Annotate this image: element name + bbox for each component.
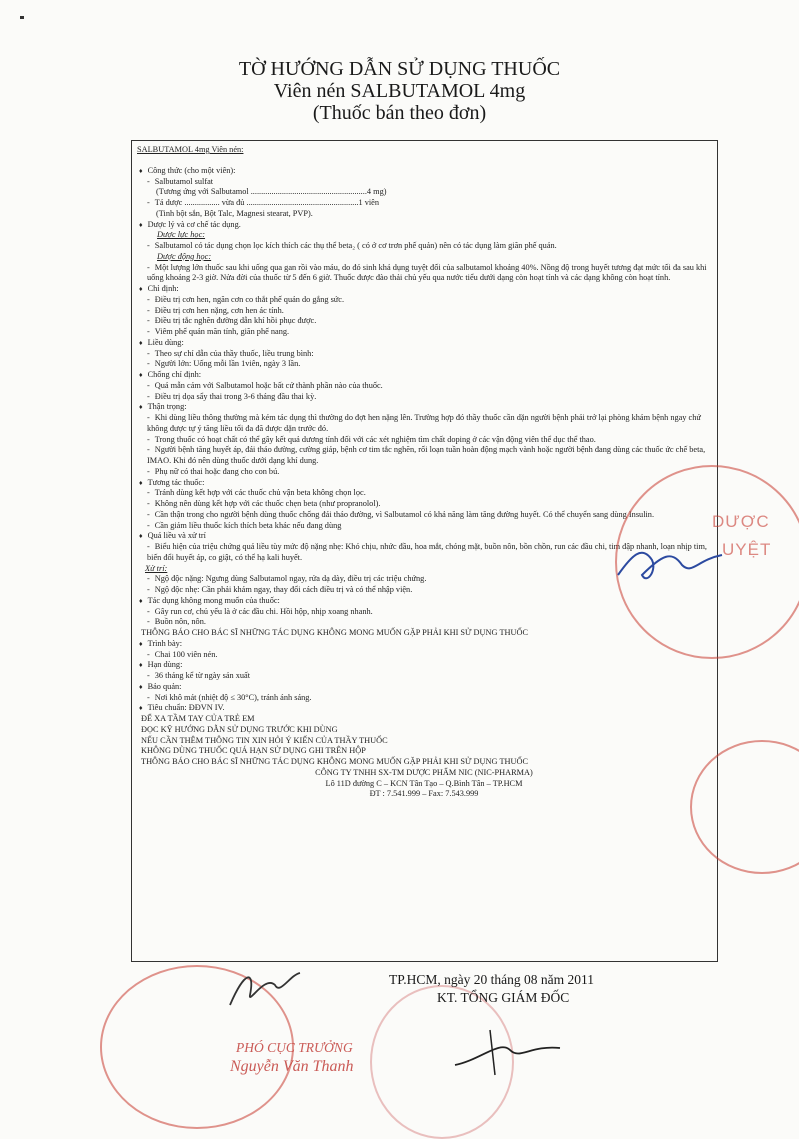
speck-mark: [20, 16, 24, 19]
warning-line: KHÔNG DÙNG THUỐC QUÁ HẠN SỬ DỤNG GHI TRÊN HỘP: [141, 746, 366, 756]
section-side-effects: ♦ Tác dụng không mong muốn của thuốc:: [137, 596, 711, 607]
list-item: - Phụ nữ có thai hoặc đang cho con bú.: [137, 467, 711, 478]
director-signature: [450, 1020, 570, 1080]
product-heading: SALBUTAMOL 4mg Viên nén:: [137, 145, 244, 154]
formula-line: (Tinh bột sắn, Bột Talc, Magnesi stearat, PVP).: [156, 208, 313, 218]
stamp-text: UYỆT: [722, 540, 772, 559]
prescription-note: (Thuốc bán theo đơn): [312, 102, 487, 124]
list-item: - Viêm phế quản mãn tính, giãn phế nang.: [137, 327, 711, 338]
section-overdose: ♦ Quá liều và xử trí: [137, 531, 711, 542]
warning-line: ĐỌC KỸ HƯỚNG DẪN SỬ DỤNG TRƯỚC KHI DÙNG: [141, 724, 338, 734]
list-item: - Cần thận trong cho người bệnh dùng thuốc chống đái tháo đường, vì Salbutamol có khả năng làm tăng đường huyết. Có thể chuyển sang dùng Insulin.: [137, 510, 711, 521]
section-formula: ♦ Công thức (cho một viên):: [137, 166, 711, 177]
list-item: - Khi dùng liều thông thường mà kém tác dụng thì thường do đợt hen nặng lên. Trường hợp đó thầy thuốc cần dặn người bệnh phải trở lại phòng khám bệnh ngay chứ không được tự ý tăng liều tối đa đã được dặn trước đó.: [137, 413, 711, 435]
section-contraindications: ♦ Chống chỉ định:: [137, 370, 711, 381]
subsection-pharmacodynamics: Dược lực học:: [157, 230, 206, 240]
list-item: - Tránh dùng kết hợp với các thuốc chủ vận beta không chọn lọc.: [137, 488, 711, 499]
section-dosage: ♦ Liều dùng:: [137, 338, 711, 349]
list-item: - Người bệnh tăng huyết áp, đái tháo đường, cường giáp, bệnh cơ tim tắc nghẽn, rối loạn tuần hoàn động mạch vành hoặc người bệnh đang dùng các thuốc ức chế beta, IMAO. Khi đó nên dùng thuốc dưới dạng khí dung.: [137, 445, 711, 467]
list-item: - Chai 100 viên nén.: [137, 650, 711, 661]
list-item: - Gây run cơ, chủ yếu là ở các đầu chi. Hồi hộp, nhịp xoang nhanh.: [137, 607, 711, 618]
section-indications: ♦ Chỉ định:: [137, 284, 711, 295]
list-item: - Biểu hiện của triệu chứng quá liều tùy mức độ nặng nhẹ: Khó chịu, nhức đầu, hoa mắt, chóng mặt, buồn nôn, bồn chồn, run các đầu chi, tim đập nhanh, loạn nhịp tim, biến đổi huyết áp, co giật, có thể hạ kali huyết.: [137, 542, 711, 564]
list-item: - Ngộ độc nhẹ: Cần phải khám ngay, thay đổi cách điều trị và có thể nhập viện.: [137, 585, 711, 596]
list-item: - Người lớn: Uống mỗi lần 1viên, ngày 3 lần.: [137, 359, 711, 370]
list-item: - Quá mẫn cảm với Salbutamol hoặc bất cứ thành phần nào của thuốc.: [137, 381, 711, 392]
list-item: - Theo sự chỉ dẫn của thầy thuốc, liều trung bình:: [137, 349, 711, 360]
formula-line: - Salbutamol sulfat: [137, 177, 711, 188]
subsection-treatment: Xử trí:: [145, 563, 168, 573]
section-precautions: ♦ Thận trọng:: [137, 402, 711, 413]
list-item: - 36 tháng kể từ ngày sản xuất: [137, 671, 711, 682]
signer-name: Nguyễn Văn Thanh: [230, 1058, 354, 1075]
section-standard: ♦ Tiêu chuẩn: ĐĐVN IV.: [137, 703, 711, 714]
list-item: - Cần giảm liều thuốc kích thích beta khác nếu đang dùng: [137, 521, 711, 532]
list-item: - Điều trị cơn hen nặng, cơn hen ác tính.: [137, 306, 711, 317]
warning-line: NẾU CẦN THÊM THÔNG TIN XIN HỎI Ý KIẾN CỦA THẦY THUỐC: [141, 735, 388, 745]
list-item: - Buồn nôn, nôn.: [137, 617, 711, 628]
notice-line: THÔNG BÁO CHO BÁC SĨ NHỮNG TÁC DỤNG KHÔNG MONG MUỐN GẶP PHẢI KHI SỬ DỤNG THUỐC: [141, 628, 529, 637]
warning-line: THÔNG BÁO CHO BÁC SĨ NHỮNG TÁC DỤNG KHÔNG MONG MUỐN GẶP PHẢI KHI SỬ DỤNG THUỐC: [141, 757, 529, 766]
formula-line: - Tá dược ................. vừa đủ ......................................................1 viên: [137, 198, 711, 209]
director-title: KT. TỔNG GIÁM ĐỐC: [437, 990, 570, 1005]
section-expiry: ♦ Hạn dùng:: [137, 660, 711, 671]
pharmacokinetics-text: - Một lượng lớn thuốc sau khi uống qua gan rồi vào máu, do đó sinh khả dụng tuyệt đối của salbutamol khoảng 40%. Nồng độ trong huyết tương đạt mức tối đa sau khi uống khoảng 2-3 giờ. Nửa đời của thuốc từ 5 đến 6 giờ. Thuốc được đào thải chủ yếu qua nước tiểu dưới dạng còn hoạt tính và các dạng không còn hoạt tính.: [137, 263, 711, 285]
list-item: - Trong thuốc có hoạt chất có thể gây kết quả dương tính đối với các xét nghiệm tìm chất doping ở các vận động viên thể dục thể thao.: [137, 435, 711, 446]
pharmacodynamics-text: - Salbutamol có tác dụng chọn lọc kích thích các thụ thể beta₂ ( có ở cơ trơn phế quản) nên có tác dụng làm giãn phế quản.: [137, 241, 711, 252]
signing-date: TP.HCM, ngày 20 tháng 08 năm 2011: [389, 972, 594, 987]
section-pharmacology: ♦ Dược lý và cơ chế tác dụng.: [137, 220, 711, 231]
list-item: - Không nên dùng kết hợp với các thuốc chẹn beta (như propranolol).: [137, 499, 711, 510]
deputy-title: PHÓ CỤC TRƯỞNG: [236, 1040, 353, 1055]
section-storage: ♦ Bảo quản:: [137, 682, 711, 693]
section-interactions: ♦ Tương tác thuốc:: [137, 478, 711, 489]
stamp-text: DƯỢC: [712, 512, 770, 531]
section-presentation: ♦ Trình bày:: [137, 639, 711, 650]
company-address: Lô 11D đường C – KCN Tân Tạo – Q.Bình Tân – TP.HCM: [325, 778, 523, 788]
document-title: TỜ HƯỚNG DẪN SỬ DỤNG THUỐC: [238, 58, 561, 80]
list-item: - Ngộ độc nặng: Ngưng dùng Salbutamol ngay, rửa dạ dày, điều trị các triệu chứng.: [137, 574, 711, 585]
blue-signature: [612, 535, 732, 595]
list-item: - Nơi khô mát (nhiệt độ ≤ 30°C), tránh ánh sáng.: [137, 693, 711, 704]
formula-line: (Tương ứng với Salbutamol ........................................................4 mg): [156, 187, 387, 197]
document-subtitle: Viên nén SALBUTAMOL 4mg: [273, 80, 526, 102]
warning-line: ĐỂ XA TẦM TAY CỦA TRẺ EM: [141, 714, 255, 723]
list-item: - Điều trị cơn hen, ngăn cơn co thắt phế quản do gắng sức.: [137, 295, 711, 306]
list-item: - Điều trị dọa sẩy thai trong 3-6 tháng đầu thai kỳ.: [137, 392, 711, 403]
company-name: CÔNG TY TNHH SX-TM DƯỢC PHẨM NIC (NIC-PHARMA): [315, 767, 533, 777]
list-item: - Điều trị tắc nghẽn đường dẫn khí hồi phục được.: [137, 316, 711, 327]
company-phone: ĐT : 7.541.999 – Fax: 7.543.999: [369, 789, 479, 799]
document-header: [0, 58, 799, 124]
left-signature: [220, 965, 310, 1015]
subsection-pharmacokinetics: Dược động học:: [157, 251, 212, 261]
